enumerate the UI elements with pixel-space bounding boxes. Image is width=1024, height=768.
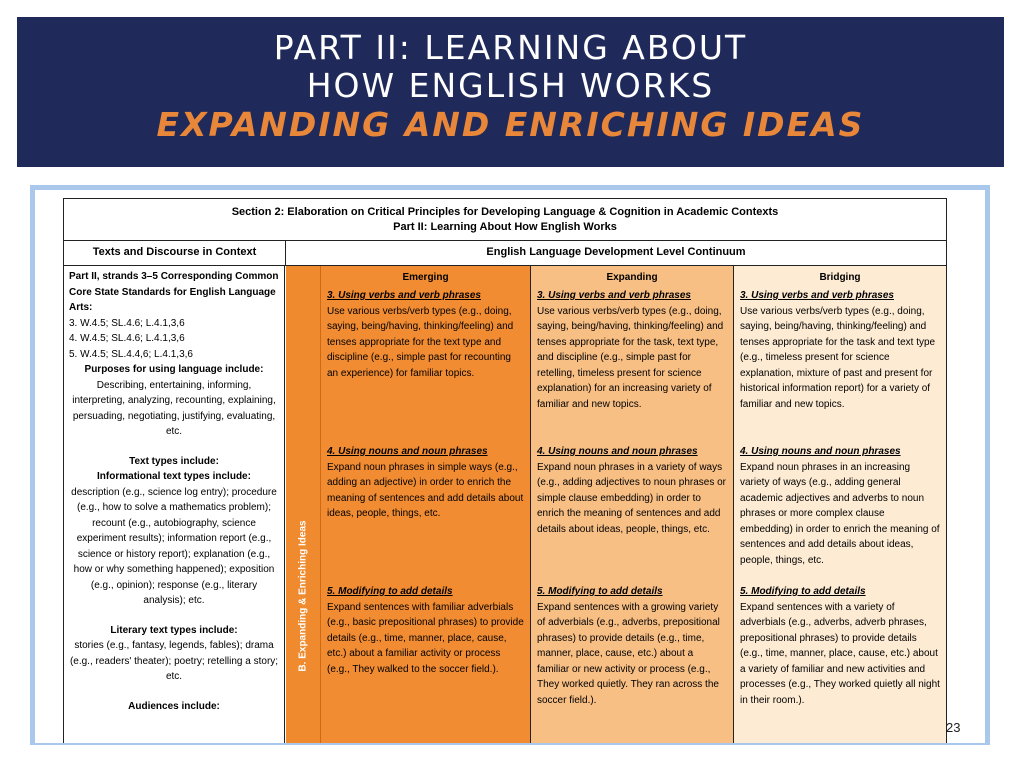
continuum-header: English Language Development Level Continuum bbox=[486, 246, 746, 258]
side-label-band bbox=[286, 266, 321, 743]
literary-heading: Literary text types include: bbox=[110, 624, 238, 636]
criterion-heading: 3. Using verbs and verb phrases bbox=[327, 290, 481, 301]
slide-subtitle: EXPANDING AND ENRICHING IDEAS bbox=[156, 105, 865, 144]
criterion-heading: 5. Modifying to add details bbox=[327, 586, 453, 597]
criterion-heading: 3. Using verbs and verb phrases bbox=[740, 290, 894, 301]
text-types-heading: Text types include: bbox=[129, 455, 219, 467]
table-header-row bbox=[64, 241, 946, 266]
literary-text: stories (e.g., fantasy, legends, fables); drama (e.g., readers' theater); poetry; retelling a story; etc. bbox=[69, 640, 279, 682]
criterion-heading: 4. Using nouns and noun phrases bbox=[327, 446, 488, 457]
criterion-heading: 5. Modifying to add details bbox=[537, 586, 663, 597]
section-title: Section 2: Elaboration on Critical Principles for Developing Language & Cognition in Academic Contexts bbox=[231, 206, 779, 218]
standards-table bbox=[63, 198, 947, 743]
strand-item: 4. W.4.5; SL.4.6; L.4.1,3,6 bbox=[69, 333, 185, 344]
criterion-text: Expand noun phrases in an increasing variety of ways (e.g., adding general academic adjectives and adverbs to noun phrases or more complex clause embedding) in order to enrich the meaning of sentences and add details about ideas, people, things, etc. bbox=[740, 461, 940, 566]
strand-item: 3. W.4.5; SL.4.6; L.4.1,3,6 bbox=[69, 317, 185, 329]
title-banner bbox=[17, 17, 1004, 167]
audiences-heading: Audiences include: bbox=[128, 700, 220, 712]
strand-item: 5. W.4.5; SL.4.4,6; L.4.1,3,6 bbox=[69, 348, 193, 360]
criterion-text: Expand noun phrases in a variety of ways (e.g., adding adjectives to noun phrases or simple clause embedding) in order to enrich the meaning of sentences and add details about ideas, people, things, etc. bbox=[537, 461, 727, 535]
level-heading: Expanding bbox=[606, 272, 658, 283]
slide-title-line2: HOW ENGLISH WORKS bbox=[306, 66, 715, 105]
informational-text: description (e.g., science log entry); procedure (e.g., how to solve a mathematics problem); recount (e.g., autobiography, science experiment results); information report (e.g., science or history report); explanation (e.g., how or why something happened); exposition (e.g., opinion); response (e.g., literary analysis); etc. bbox=[71, 486, 277, 606]
texts-discourse-column bbox=[64, 266, 285, 743]
criterion-text: Expand sentences with familiar adverbials (e.g., basic prepositional phrases) to provide details (e.g., time, manner, place, cause, etc.) about a familiar activity or process (e.g., They walked to the soccer field.). bbox=[327, 601, 524, 675]
bridging-column bbox=[734, 266, 946, 743]
strands-intro: Part II, strands 3–5 Corresponding Common Core State Standards for English Language Arts: bbox=[69, 271, 279, 313]
level-heading: Emerging bbox=[402, 272, 449, 283]
side-label: B. Expanding & Enriching Ideas bbox=[297, 520, 309, 672]
level-heading: Bridging bbox=[819, 272, 861, 283]
criterion-heading: 5. Modifying to add details bbox=[740, 586, 866, 597]
criterion-text: Use various verbs/verb types (e.g., doing, saying, being/having, thinking/feeling) and tenses appropriate for the text type and discipline (e.g., simple past for recounting an experience) for familiar topics. bbox=[327, 305, 514, 379]
criterion-text: Expand noun phrases in simple ways (e.g., adding an adjective) in order to enrich the meaning of sentences and add details about ideas, people, things, etc. bbox=[327, 461, 524, 519]
page-number: 23 bbox=[946, 720, 961, 735]
section-header bbox=[64, 199, 946, 241]
criterion-heading: 4. Using nouns and noun phrases bbox=[537, 446, 698, 457]
emerging-column bbox=[321, 266, 531, 743]
criterion-text: Expand sentences with a variety of adverbials (e.g., adverbs, adverb phrases, prepositional phrases) to provide details (e.g., time, manner, place, cause, etc.) about a variety of familiar and new activities and processes (e.g., They worked quietly all night in their room.). bbox=[740, 601, 940, 706]
purposes-heading: Purposes for using language include: bbox=[84, 364, 264, 375]
criterion-heading: 3. Using verbs and verb phrases bbox=[537, 290, 691, 301]
criterion-text: Use various verbs/verb types (e.g., doing, saying, being/having, thinking/feeling) and tenses appropriate for the task, text type, and discipline (e.g., simple past for retelling, timeless present for science explanation) for an increasing variety of familiar and new topics. bbox=[537, 305, 724, 410]
informational-heading: Informational text types include: bbox=[97, 471, 251, 482]
purposes-text: Describing, entertaining, informing, interpreting, analyzing, recounting, explaining, persuading, negotiating, justifying, evaluating, etc. bbox=[72, 379, 276, 437]
slide-title-line1: PART II: LEARNING ABOUT bbox=[273, 28, 748, 67]
criterion-text: Use various verbs/verb types (e.g., doing, saying, being/having, thinking/feeling) and tenses appropriate for the task and text type (e.g., timeless present for science explanation, mixture of past and present for historical information report) for a variety of familiar and new topics. bbox=[740, 305, 936, 410]
expanding-column bbox=[531, 266, 734, 743]
criterion-text: Expand sentences with a growing variety of adverbials (e.g., adverbs, prepositional phrases) to provide details (e.g., time, manner, place, cause, etc.) about a familiar or new activity or process (e.g., They worked quietly. They ran across the soccer field.). bbox=[537, 601, 720, 706]
left-column-header: Texts and Discourse in Context bbox=[64, 241, 286, 265]
criterion-heading: 4. Using nouns and noun phrases bbox=[740, 446, 901, 457]
document-image bbox=[35, 190, 985, 743]
section-subtitle: Part II: Learning About How English Works bbox=[393, 221, 617, 233]
